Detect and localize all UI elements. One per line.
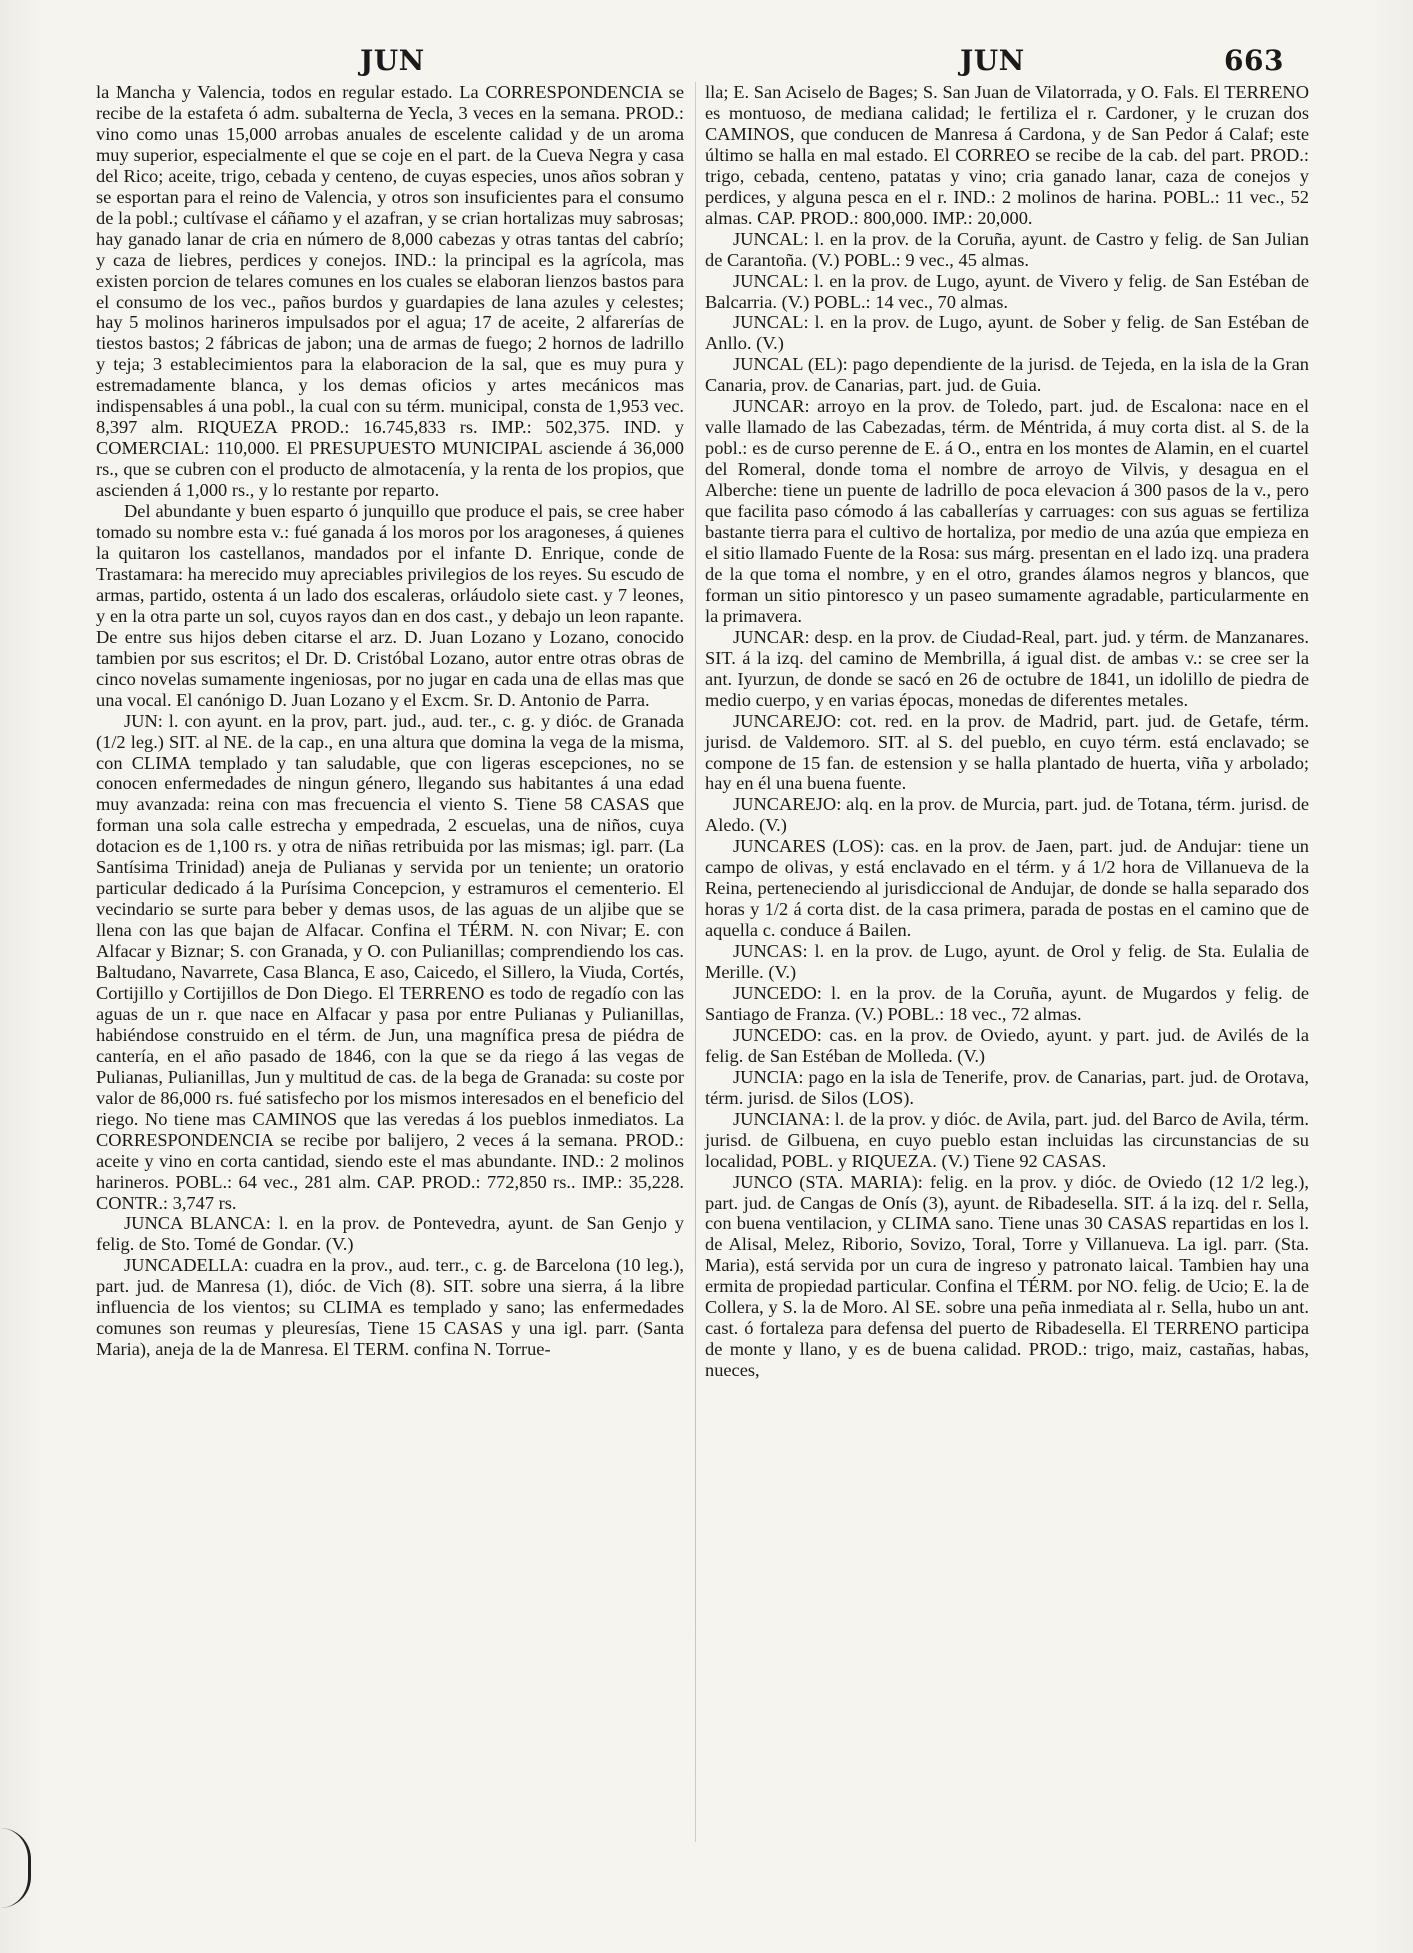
entry-juncar-toledo: JUNCAR: arroyo en la prov. de Toledo, part. jud. de Escalona: nace en el valle llamado de las Cabezadas, térm. de Méntrida, á muy corta dist. al S. de la pobl.: es de curso perenne de E. á O., entra en los montes de Alamin, en el cuartel del Romeral, donde toma el nombre de arroyo de Vilvis, y desagua en el Alberche: tiene un puente de ladrillo de poca elevacion á 300 pasos de la v., pero que facilita paso cómodo á las caballerías y carruages: con sus aguas se fertiliza bastante tierra para el cultivo de hortaliza, por medio de una azúa que empieza en el sitio llamado Fuente de la Rosa: sus márg. presentan en el lado izq. una pradera de la que toma el nombre, y en el otro, grandes álamos negros y blancos, que forman un sitio pintoresco y un paseo sumamente agradable, particularmente en la primavera. — [705, 396, 1309, 626]
page-number: 663 — [1224, 44, 1284, 77]
entry-juncares: JUNCARES (LOS): cas. en la prov. de Jaen, part. jud. de Andujar: tiene un campo de olivas, y está enclavado en el térm. y á 1/2 hora de Villanueva de la Reina, perteneciendo al jurisdiccional de Andujar, de donde se halla separado dos horas y 1/2 á corta dist. de la casa primera, parada de postas en el camino que de aquella c. conduce á Bailen. — [705, 836, 1309, 941]
column-divider — [695, 82, 696, 1842]
right-column — [705, 82, 1309, 1381]
entry-jun: JUN: l. con ayunt. en la prov, part. jud., aud. ter., c. g. y dióc. de Granada (1/2 leg.) SIT. al NE. de la cap., en una altura que domina la vega de la misma, con CLIMA templado y tan saludable, que con ligeras escepciones, no se conocen enfermedades de ningun género, llegando sus habitantes á una edad muy avanzada: reina con mas frecuencia el viento S. Tiene 58 CASAS que forman una sola calle estrecha y empedrada, 2 escuelas, una de niños, cuya dotacion es de 1,100 rs. y otra de niñas retribuida por las mismas; igl. parr. (La Santísima Trinidad) aneja de Pulianas y servida por un teniente; un oratorio particular dedicado á la Purísima Concepcion, y estramuros el cementerio. El vecindario se surte para beber y demas usos, de las aguas de un aljibe que se llena con las que bajan de Alfacar. Confina el TÉRM. N. con Nivar; E. con Alfacar y Biznar; S. con Granada, y O. con Pulianillas; comprendiendo los cas. Baltudano, Navarrete, Casa Blanca, E aso, Caicedo, el Sillero, la Viuda, Cortés, Cortijillo y Cortijillos de Don Diego. El TERRENO es todo de regadío con las aguas de un r. que nace en Alfacar y pasa por entre Pulianas y Pulianillas, habiéndose construido en el térm. de Jun, una magnífica presa de piédra de cantería, en el año pasado de 1846, con la que se da riego á las vegas de Pulianas, Pulianillas, Jun y multitud de cas. de la bega de Granada: su coste por valor de 86,000 rs. fué satisfecho por los mismos interesados en el beneficio del riego. No tiene mas CAMINOS que las veredas á los pueblos inmediatos. La CORRESPONDENCIA se recibe por balijero, 2 veces á la semana. PROD.: aceite y vino en corta cantidad, siendo este el mas abundante. IND.: 2 molinos harineros. POBL.: 64 vec., 281 alm. CAP. PROD.: 772,850 rs.. IMP.: 35,228. CONTR.: 3,747 rs. — [96, 710, 684, 1213]
paragraph-juncadella-continued: lla; E. San Aciselo de Bages; S. San Juan de Vilatorrada, y O. Fals. El TERRENO es montuoso, de mediana calidad; le fertiliza el r. Cardoner, y le cruzan dos CAMINOS, que conducen de Manresa á Cardona, y de San Pedor á Calaf; este último se halla en mal estado. El CORREO se recibe de la cab. del part. PROD.: trigo, cebada, centeno, patatas y vino; cria ganado lanar, caza de conejos y perdices, y alguna pesca en el r. IND.: 2 molinos de harina. POBL.: 11 vec., 52 almas. CAP. PROD.: 800,000. IMP.: 20,000. — [705, 82, 1309, 228]
entry-juncarejo-murcia: JUNCAREJO: alq. en la prov. de Murcia, part. jud. de Totana, térm. jurisd. de Aledo. (V.) — [705, 794, 1309, 836]
entry-juncal-coruna: JUNCAL: l. en la prov. de la Coruña, ayunt. de Castro y felig. de San Julian de Carantoña. (V.) POBL.: 9 vec., 45 almas. — [705, 228, 1309, 270]
entry-juncia: JUNCIA: pago en la isla de Tenerife, prov. de Canarias, part. jud. de Orotava, térm. jurisd. de Silos (LOS). — [705, 1066, 1309, 1108]
left-column — [96, 82, 684, 1360]
entry-junca-blanca: JUNCA BLANCA: l. en la prov. de Pontevedra, ayunt. de San Genjo y felig. de Sto. Tomé de Gondar. (V.) — [96, 1213, 684, 1255]
entry-juncadella: JUNCADELLA: cuadra en la prov., aud. terr., c. g. de Barcelona (10 leg.), part. jud. de Manresa (1), dióc. de Vich (8). SIT. sobre una sierra, á la libre influencia de los vientos; su CLIMA es templado y sano; las enfermedades comunes son reumas y pleuresías, Tiene 15 CASAS y una igl. parr. (Santa Maria), aneja de la de Manresa. El TERM. confina N. Torrue- — [96, 1255, 684, 1360]
paragraph-esparto: Del abundante y buen esparto ó junquillo que produce el pais, se cree haber tomado su nombre esta v.: fué ganada á los moros por los aragoneses, á quienes la quitaron los castellanos, mandados por el infante D. Enrique, conde de Trastamara: ha merecido muy apreciables privilegios de los reyes. Su escudo de armas, partido, ostenta á un lado dos escaleras, orláudolo siete cast. y 7 leones, y en la otra parte un sol, cuyos rayos dan en dos cast., y debajo un leon rapante. De entre sus hijos deben citarse el arz. D. Juan Lozano y Lozano, conocido tambien por sus escritos; el Dr. D. Cristóbal Lozano, autor entre otras obras de cinco novelas sumamente ingeniosas, por no jugar en cada una de ellas mas que una vocal. El canónigo D. Juan Lozano y el Excm. Sr. D. Antonio de Parra. — [96, 501, 684, 710]
entry-junco: JUNCO (STA. MARIA): felig. en la prov. y dióc. de Oviedo (12 1/2 leg.), part. jud. de Cangas de Onís (3), ayunt. de Ribadesella. SIT. á la izq. del r. Sella, con buena ventilacion, y CLIMA sano. Tiene unas 30 CASAS repartidas en los l. de Alisal, Melez, Riborio, Sovizo, Toral, Torre y Villanueva. La igl. parr. (Sta. Maria), está servida por un cura de ingreso y patronato laical. Tambien hay una ermita de propiedad particular. Confina el TÉRM. por NO. felig. de Ucio; E. la de Collera, y S. la de Moro. Al SE. sobre una peña inmediata al r. Sella, hubo un ant. cast. ó fortaleza para defensa del puerto de Ribadesella. El TERRENO participa de monte y llano, y es de buena calidad. PROD.: trigo, maiz, castañas, habas, nueces, — [705, 1171, 1309, 1381]
entry-juncedo-oviedo: JUNCEDO: cas. en la prov. de Oviedo, ayunt. y part. jud. de Avilés de la felig. de San Estéban de Molleda. (V.) — [705, 1024, 1309, 1066]
running-header-right: JUN — [960, 44, 1025, 77]
entry-juncar-ciudad-real: JUNCAR: desp. en la prov. de Ciudad-Real, part. jud. y térm. de Manzanares. SIT. á la izq. del camino de Membrilla, á igual dist. de ambas v.: se cree ser la ant. Iyurzun, de donde se sacó en 26 de octubre de 1841, un idolillo de piedra de medio cuerpo, y en varias épocas, monedas de diferentes metales. — [705, 626, 1309, 710]
entry-juncedo-coruna: JUNCEDO: l. en la prov. de la Coruña, ayunt. de Mugardos y felig. de Santiago de Franza. (V.) POBL.: 18 vec., 72 almas. — [705, 982, 1309, 1024]
entry-juncal-lugo-sober: JUNCAL: l. en la prov. de Lugo, ayunt. de Sober y felig. de San Estéban de Anllo. (V.) — [705, 312, 1309, 354]
entry-junciana: JUNCIANA: l. de la prov. y dióc. de Avila, part. jud. del Barco de Avila, térm. jurisd. de Gilbuena, en cuyo pueblo estan incluidas las circunstancias de su localidad, POBL. y RIQUEZA. (V.) Tiene 92 CASAS. — [705, 1108, 1309, 1171]
entry-juncal-lugo-vivero: JUNCAL: l. en la prov. de Lugo, ayunt. de Vivero y felig. de San Estéban de Balcarria. (V.) POBL.: 14 vec., 70 almas. — [705, 270, 1309, 312]
margin-bracket-mark — [0, 1828, 31, 1908]
paragraph-yecla-continued: la Mancha y Valencia, todos en regular estado. La CORRESPONDENCIA se recibe de la estafeta ó adm. subalterna de Yecla, 3 veces en la semana. PROD.: vino como unas 15,000 arrobas anuales de escelente calidad y de un aroma muy superior, especialmente el que se coje en el part. de la Cueva Negra y casa del Rico; aceite, trigo, cebada y centeno, de cuyas especies, unos años sobran y se esportan para el reino de Valencia, y otros son insuficientes para el consumo de la pobl.; cultívase el cáñamo y el azafran, y se crian hortalizas muy sabrosas; hay ganado lanar de cria en número de 8,000 cabezas y otras tantas del cabrío; y caza de liebres, perdices y conejos. IND.: la principal es la agrícola, mas existen porcion de telares comunes en los cuales se elaboran lienzos bastos para el consumo de los vec., paños burdos y guardapies de lana azules y celestes; hay 5 molinos harineros impulsados por el agua; 17 de aceite, 2 alfarerías de tiestos bastos; 2 fábricas de jabon; una de armas de fuego; 2 hornos de ladrillo y teja; 3 establecimientos para la elaboracion de la sal, que es muy pura y estremadamente blanca, y los demas oficios y artes mecánicos mas indispensables á una pobl., la cual con su térm. municipal, consta de 1,953 vec. 8,397 alm. RIQUEZA PROD.: 16.745,833 rs. IMP.: 502,375. IND. y COMERCIAL: 110,000. El PRESUPUESTO MUNICIPAL asciende á 36,000 rs., que se cubren con el producto de almotacenía, y la renta de los propios, que ascienden á 1,000 rs., y lo restante por reparto. — [96, 82, 684, 501]
running-header-left: JUN — [360, 44, 425, 77]
entry-juncarejo-madrid: JUNCAREJO: cot. red. en la prov. de Madrid, part. jud. de Getafe, térm. jurisd. de Valdemoro. SIT. al S. del pueblo, en cuyo térm. está enclavado; se compone de 15 fan. de estension y se halla plantado de huerta, viña y arbolado; hay en él una buena fuente. — [705, 710, 1309, 794]
entry-juncal-el: JUNCAL (EL): pago dependiente de la jurisd. de Tejeda, en la isla de la Gran Canaria, prov. de Canarias, part. jud. de Guia. — [705, 354, 1309, 396]
entry-juncas: JUNCAS: l. en la prov. de Lugo, ayunt. de Orol y felig. de Sta. Eulalia de Merille. (V.) — [705, 941, 1309, 983]
